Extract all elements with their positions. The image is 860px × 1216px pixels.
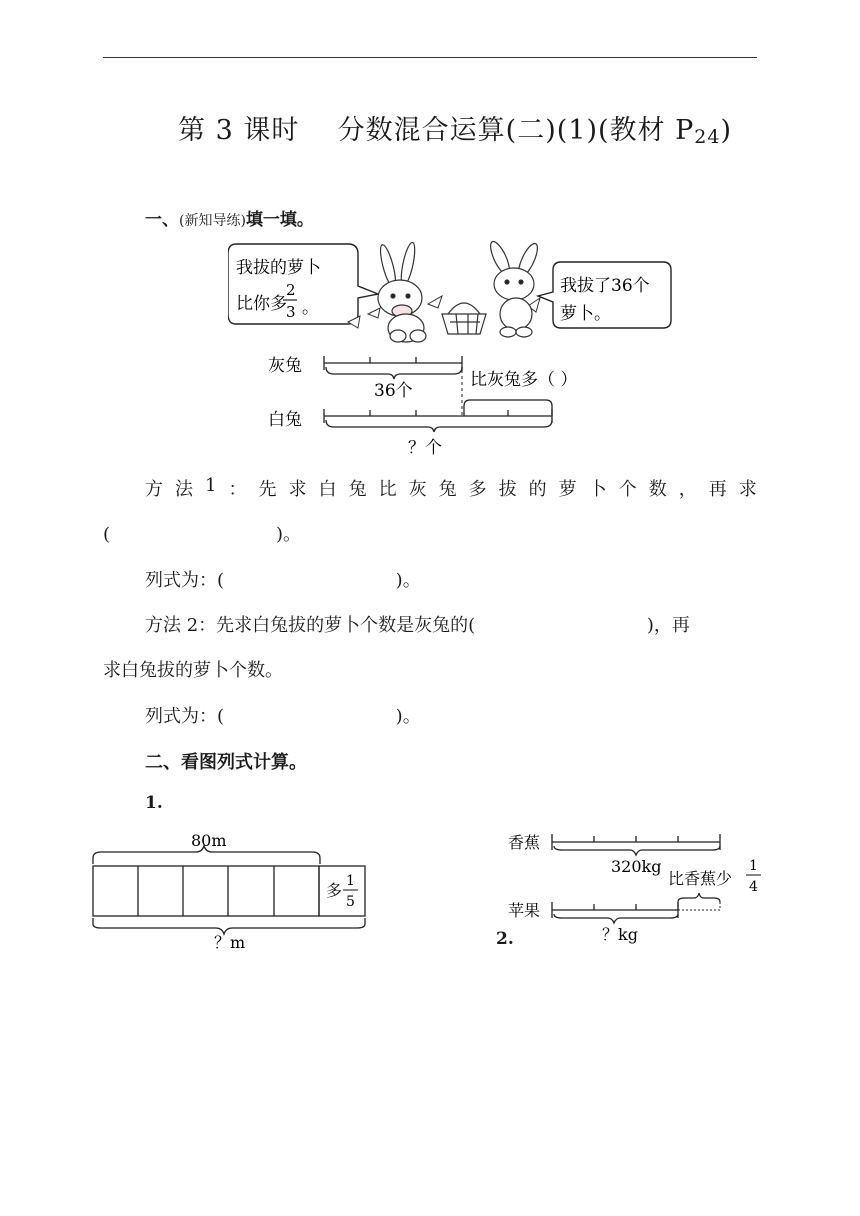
q1-boxes bbox=[93, 866, 365, 916]
q1-more-prefix: 多 bbox=[326, 881, 343, 900]
method1-line1 bbox=[145, 475, 757, 501]
grey-value: 36个 bbox=[374, 381, 413, 401]
method1-char: 数 bbox=[648, 479, 667, 500]
q1-label: 1. bbox=[145, 793, 163, 813]
q2-apple-segment bbox=[552, 902, 678, 923]
q1-total: 80m bbox=[191, 831, 227, 850]
white-segment bbox=[324, 400, 552, 432]
more-label: 比灰兔多（ ） bbox=[470, 370, 578, 390]
bubble-left-line1: 我拔的萝卜 bbox=[236, 258, 321, 278]
bubble-right-line2: 萝卜。 bbox=[560, 304, 611, 324]
method1-char: 兔 bbox=[348, 479, 367, 500]
q2-diagram bbox=[508, 828, 768, 950]
q2-unknown: ？kg bbox=[602, 925, 638, 944]
grey-label: 灰兔 bbox=[268, 356, 302, 376]
bubble-left-end: 。 bbox=[302, 298, 319, 318]
header-rule bbox=[103, 57, 757, 58]
formula1: 列式为：( )。 bbox=[145, 570, 421, 591]
q1-bottom-brace bbox=[93, 918, 365, 934]
white-rabbit-illustration bbox=[487, 239, 541, 337]
method1-char: ， bbox=[678, 479, 697, 500]
method1-char: 灰 bbox=[408, 479, 427, 500]
grey-segment bbox=[324, 356, 462, 379]
bubble-right-line1: 我拔了36个 bbox=[560, 276, 650, 296]
method1-char: 1 bbox=[205, 475, 217, 496]
basket-illustration bbox=[442, 303, 486, 334]
rabbit-diagram bbox=[228, 236, 678, 466]
method1-char: 的 bbox=[528, 479, 547, 500]
method2-line2: 求白兔拔的萝卜个数。 bbox=[103, 660, 283, 681]
q2-label: 2. bbox=[496, 929, 514, 949]
grey-rabbit-illustration bbox=[377, 241, 426, 342]
q1-unknown: ？m bbox=[214, 933, 246, 952]
method1-char: 再 bbox=[708, 479, 727, 500]
q2-less-brace bbox=[678, 893, 720, 910]
method1-char: 萝 bbox=[558, 479, 577, 500]
method1-char: 法 bbox=[175, 479, 194, 500]
q2-banana-label: 香蕉 bbox=[508, 833, 541, 852]
method1-blank: ( )。 bbox=[103, 524, 301, 545]
method1-char: 求 bbox=[288, 479, 307, 500]
bubble-left-frac-den: 3 bbox=[286, 303, 296, 321]
method1-char: 先 bbox=[258, 479, 277, 500]
q2-frac-num: 1 bbox=[749, 858, 758, 874]
q1-frac-den: 5 bbox=[346, 894, 355, 910]
method1-char: 拔 bbox=[498, 479, 517, 500]
method1-char: 求 bbox=[738, 479, 757, 500]
white-value: ？个 bbox=[408, 438, 442, 458]
q1-diagram bbox=[88, 828, 378, 956]
method1-char: 个 bbox=[618, 479, 637, 500]
q1-frac-num: 1 bbox=[346, 873, 355, 889]
q2-frac-den: 4 bbox=[749, 879, 758, 895]
white-label: 白兔 bbox=[268, 410, 302, 430]
method1-char: 多 bbox=[468, 479, 487, 500]
bubble-left-frac-num: 2 bbox=[286, 281, 296, 299]
section1-heading: 一、(新知导练)填一填。 bbox=[145, 210, 314, 230]
q2-apple-label: 苹果 bbox=[508, 901, 541, 920]
method1-char: 比 bbox=[378, 479, 397, 500]
q2-banana-segment bbox=[552, 834, 720, 855]
method1-char: 白 bbox=[318, 479, 337, 500]
method1-char: ： bbox=[228, 479, 247, 500]
method1-char: 卜 bbox=[588, 479, 607, 500]
section2-heading: 二、看图列式计算。 bbox=[145, 752, 307, 773]
page-title: 第 3 课时 分数混合运算(二)(1)(教材 $P_{24}$) bbox=[178, 115, 733, 148]
method2-line1: 方法 2：先求白兔拔的萝卜个数是灰兔的( )，再 bbox=[145, 615, 690, 636]
formula2: 列式为：( )。 bbox=[145, 706, 421, 727]
bubble-left-prefix: 比你多 bbox=[236, 294, 287, 314]
q2-less-prefix: 比香蕉少 bbox=[668, 869, 733, 888]
method1-char: 兔 bbox=[438, 479, 457, 500]
q2-banana-value: 320kg bbox=[611, 857, 662, 876]
method1-char: 方 bbox=[145, 479, 163, 500]
